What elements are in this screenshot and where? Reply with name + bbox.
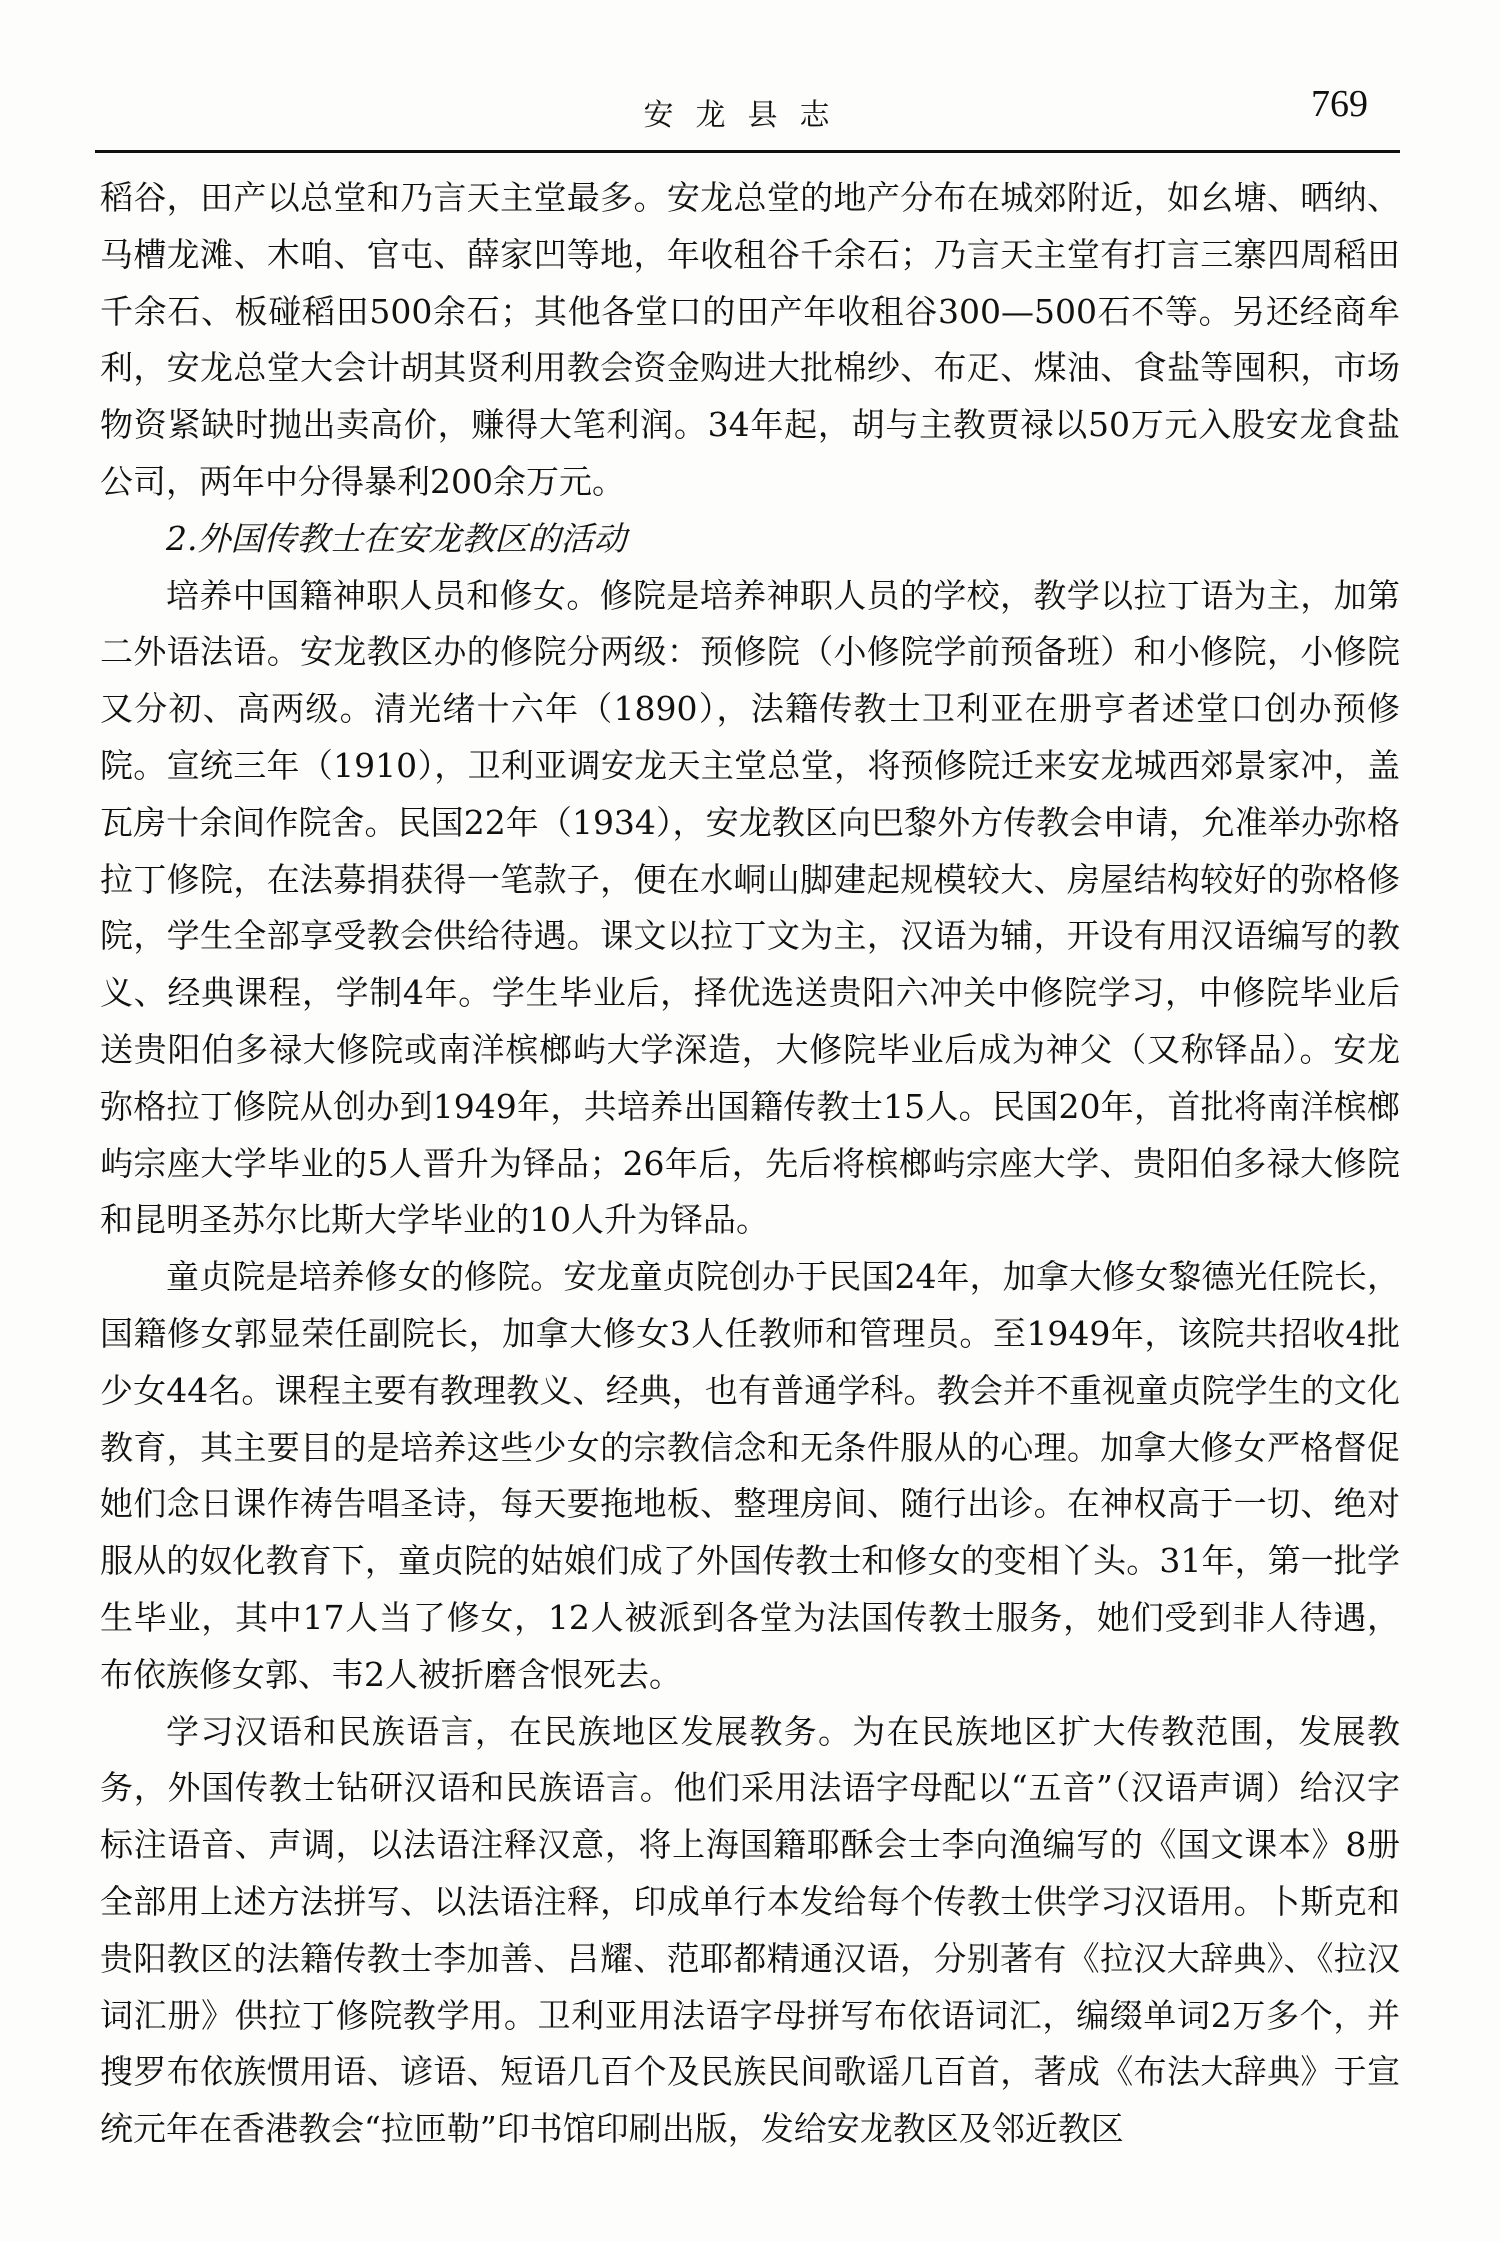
book-title: 安龙县志 [643, 98, 852, 133]
paragraph-seminary: 培养中国籍神职人员和修女。修院是培养神职人员的学校，教学以拉丁语为主，加第二外语法语。安龙教区办的修院分两级：预修院（小修院学前预备班）和小修院，小修院又分初、高两级。清光绪十六年（1890），法籍传教士卫利亚在册亨者述堂口创办预修院。宣统三年（1910），卫利亚调安龙天主堂总堂，将预修院迁来安龙城西郊景家冲，盖瓦房十余间作院舍。民国22年（1934），安龙教区向巴黎外方传教会申请，允准举办弥格拉丁修院，在法募捐获得一笔款子，便在水峒山脚建起规模较大、房屋结构较好的弥格修院，学生全部享受教会供给待遇。课文以拉丁文为主，汉语为辅，开设有用汉语编写的教义、经典课程，学制4年。学生毕业后，择优选送贵阳六冲关中修院学习，中修院毕业后送贵阳伯多禄大修院或南洋槟榔屿大学深造，大修院毕业后成为神父（又称铎品）。安龙弥格拉丁修院从创办到1949年，共培养出国籍传教士15人。民国20年，首批将南洋槟榔屿宗座大学毕业的5人晋升为铎品；26年后，先后将槟榔屿宗座大学、贵阳伯多禄大修院和昆明圣苏尔比斯大学毕业的10人升为铎品。 [100, 575, 1400, 1240]
page-number: 769 [1311, 83, 1368, 125]
header-rule [95, 150, 1400, 153]
paragraph-convent: 童贞院是培养修女的修院。安龙童贞院创办于民国24年，加拿大修女黎德光任院长，国籍修女郭显荣任副院长，加拿大修女3人任教师和管理员。至1949年，该院共招收4批少女44名。课程主要有教理教义、经典，也有普通学科。教会并不重视童贞院学生的文化教育，其主要目的是培养这些少女的宗教信念和无条件服从的心理。加拿大修女严格督促她们念日课作祷告唱圣诗，每天要拖地板、整理房间、随行出诊。在神权高于一切、绝对服从的奴化教育下，童贞院的姑娘们成了外国传教士和修女的变相丫头。31年，第一批学生毕业，其中17人当了修女，12人被派到各堂为法国传教士服务，她们受到非人待遇，布依族修女郭、韦2人被折磨含恨死去。 [100, 1257, 1400, 1694]
paragraph-continued: 稻谷，田产以总堂和乃言天主堂最多。安龙总堂的地产分布在城郊附近，如幺塘、晒纳、马槽龙滩、木咱、官屯、薛家凹等地，年收租谷千余石；乃言天主堂有打言三寨四周稻田千余石、板碰稻田500余石；其他各堂口的田产年收租谷300—500石不等。另还经商牟利，安龙总堂大会计胡其贤利用教会资金购进大批棉纱、布疋、煤油、食盐等囤积，市场物资紧缺时抛出卖高价，赚得大笔利润。34年起，胡与主教贾禄以50万元入股安龙食盐公司，两年中分得暴利200余万元。 [100, 178, 1400, 501]
body-text [100, 170, 1400, 2158]
section-heading: 2.外国传教士在安龙教区的活动 [166, 518, 627, 558]
paragraph-language: 学习汉语和民族语言，在民族地区发展教务。为在民族地区扩大传教范围，发展教务，外国传教士钻研汉语和民族语言。他们采用法语字母配以“五音”（汉语声调）给汉字标注语音、声调，以法语注释汉意，将上海国籍耶酥会士李向渔编写的《国文课本》8册全部用上述方法拼写、以法语注释，印成单行本发给每个传教士供学习汉语用。卜斯克和贵阳教区的法籍传教士李加善、吕耀、范耶都精通汉语，分别著有《拉汉大辞典》、《拉汉词汇册》供拉丁修院教学用。卫利亚用法语字母拼写布依语词汇，编缀单词2万多个，并搜罗布依族惯用语、谚语、短语几百个及民族民间歌谣几百首，著成《布法大辞典》于宣统元年在香港教会“拉匝勒”印书馆印刷出版，发给安龙教区及邻近教区 [100, 1711, 1400, 2149]
running-header [95, 78, 1400, 148]
